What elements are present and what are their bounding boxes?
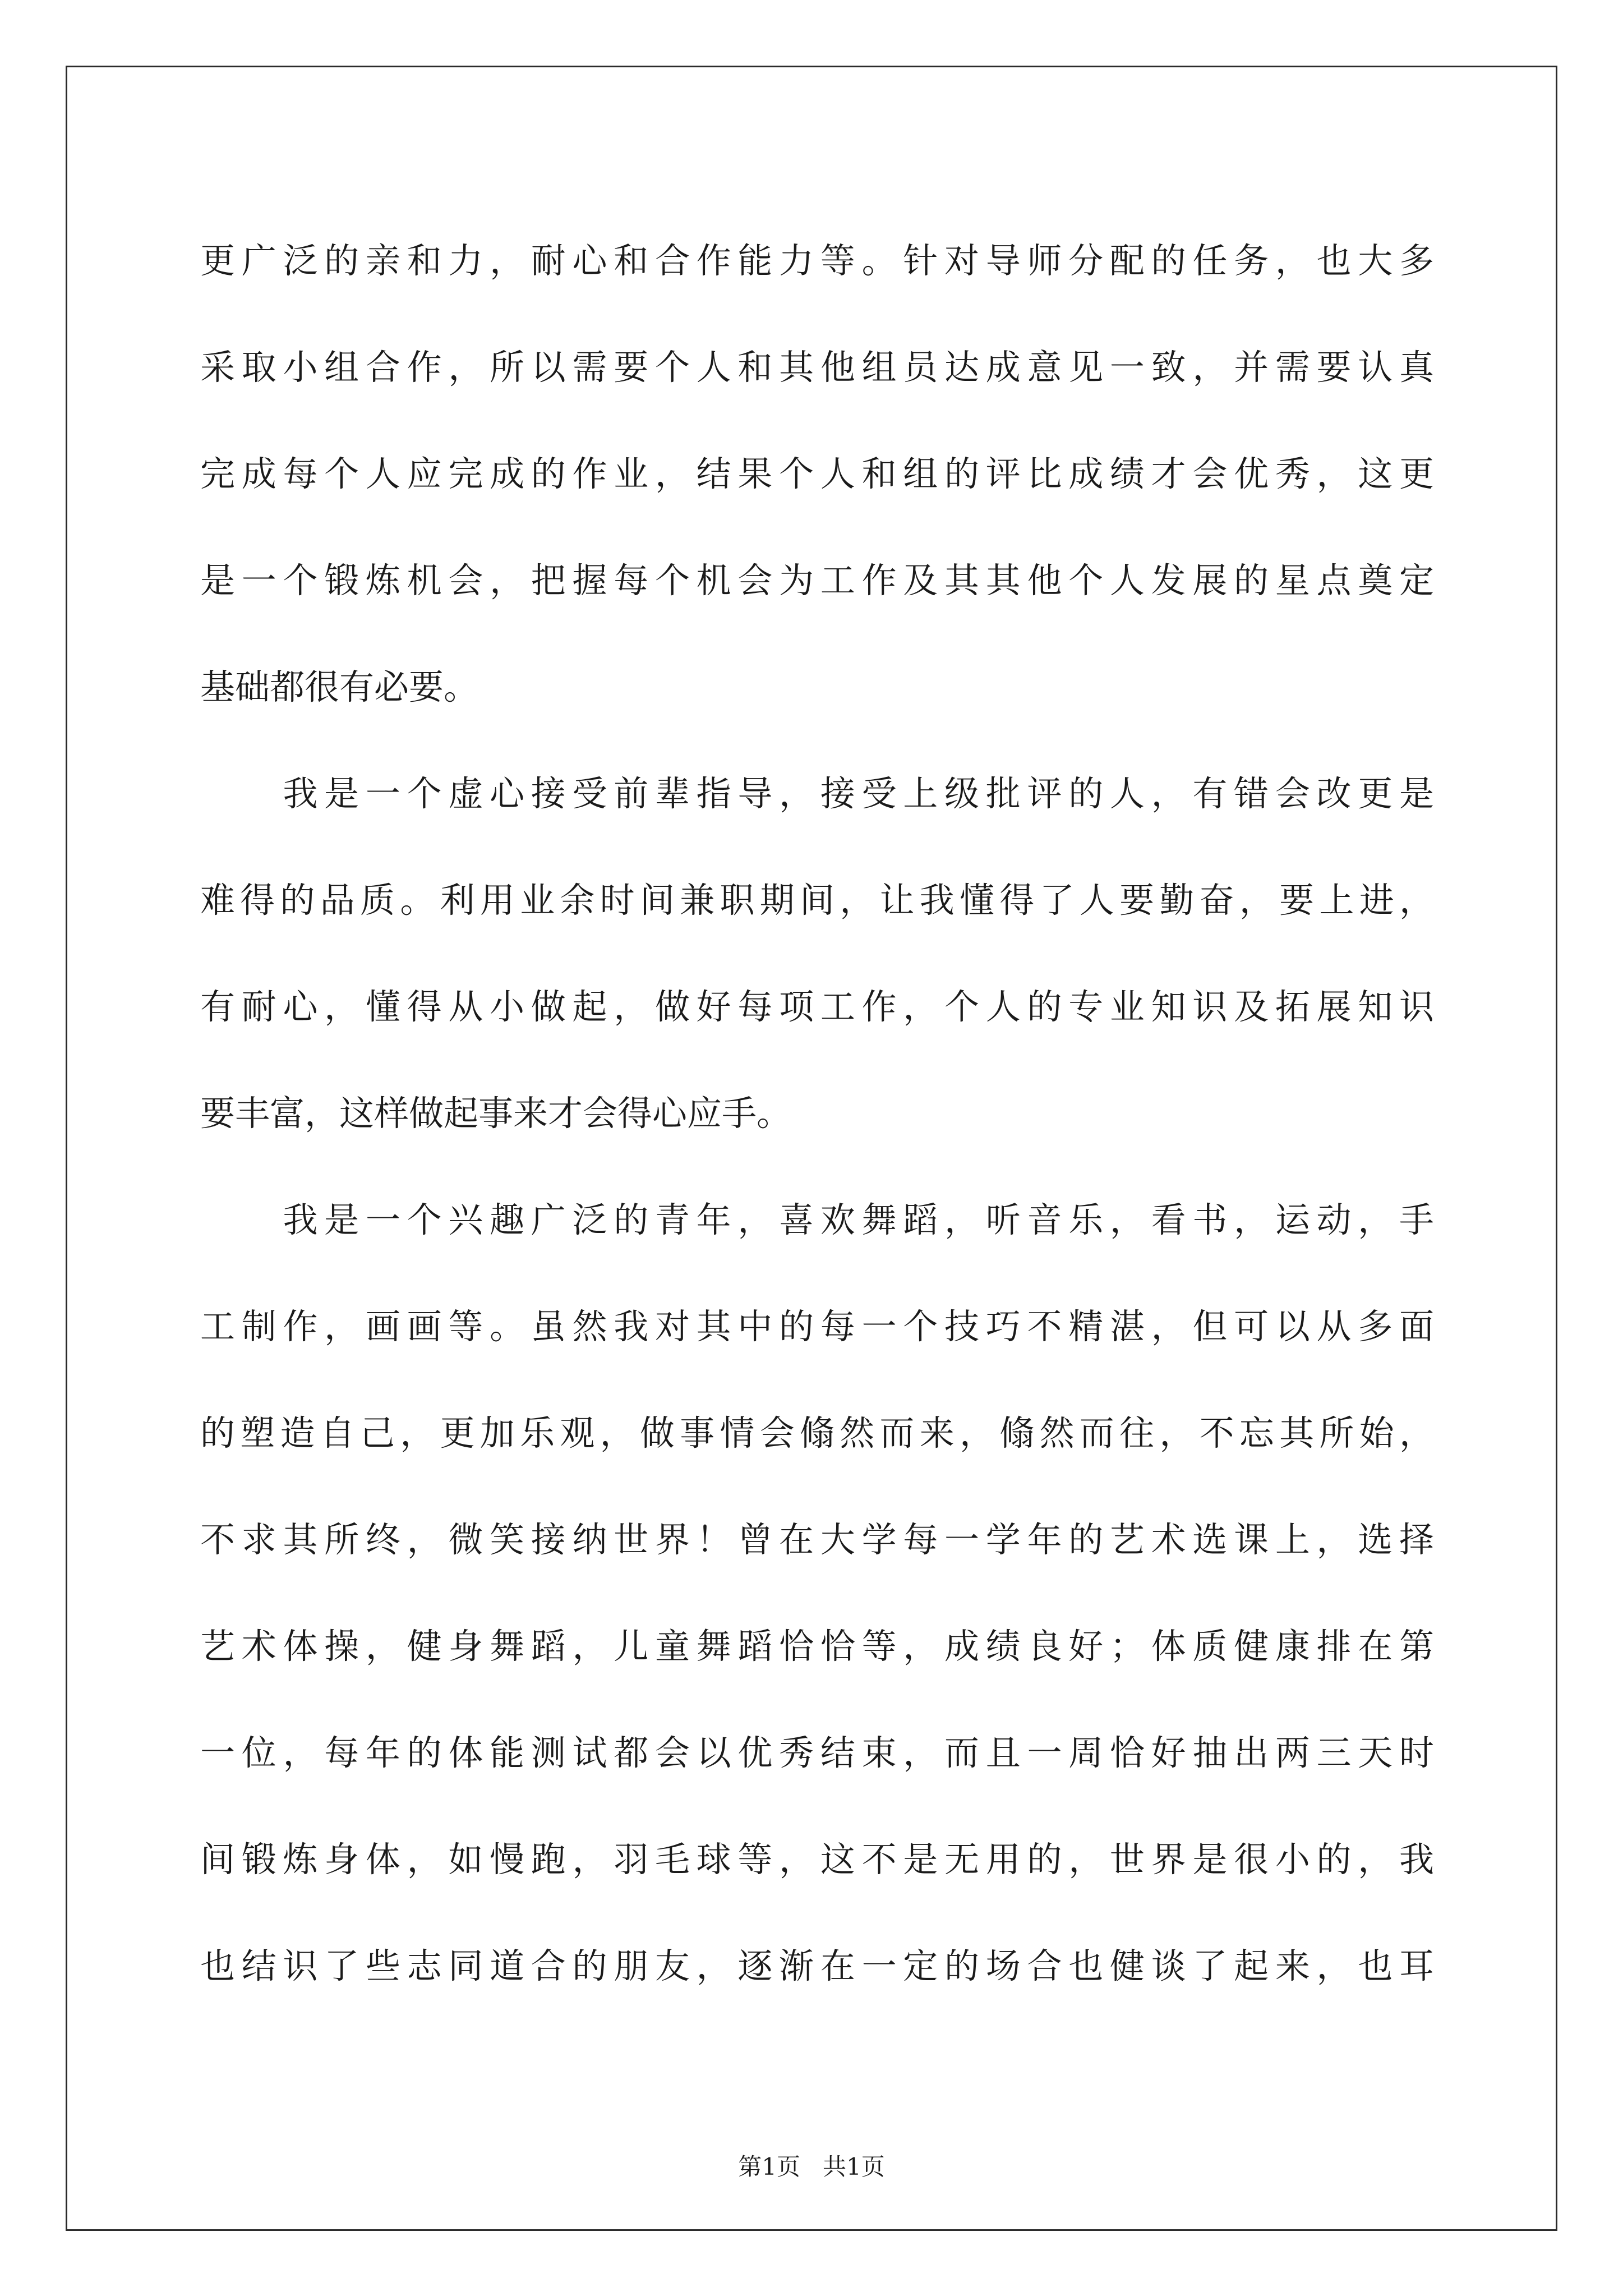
- text-line: 是一个锻炼机会，把握每个机会为工作及其其他个人发展的星点奠定: [200, 560, 1434, 601]
- text-line: 基础都很有必要。: [200, 666, 479, 707]
- text-line: 完成每个人应完成的作业，结果个人和组的评比成绩才会优秀，这更: [200, 453, 1434, 494]
- text-line: 采取小组合作，所以需要个人和其他组员达成意见一致，并需要认真: [200, 347, 1434, 388]
- text-line: 艺术体操，健身舞蹈，儿童舞蹈恰恰等，成绩良好；体质健康排在第: [200, 1626, 1434, 1667]
- text-line: 有耐心，懂得从小做起，做好每项工作，个人的专业知识及拓展知识: [200, 986, 1434, 1027]
- text-line: 一位，每年的体能测试都会以优秀结束，而且一周恰好抽出两三天时: [200, 1732, 1434, 1773]
- text-line: 我是一个兴趣广泛的青年，喜欢舞蹈，听音乐，看书，运动，手: [200, 1199, 1434, 1240]
- text-line: 间锻炼身体，如慢跑，羽毛球等，这不是无用的，世界是很小的，我: [200, 1839, 1434, 1880]
- page-number: 第1页: [738, 2153, 800, 2180]
- document-body: [200, 208, 1434, 2019]
- text-line: 更广泛的亲和力，耐心和合作能力等。针对导师分配的任务，也大多: [200, 240, 1434, 281]
- text-line: 难得的品质。利用业余时间兼职期间，让我懂得了人要勤奋，要上进，: [200, 880, 1434, 921]
- text-line: 工制作，画画等。虽然我对其中的每一个技巧不精湛，但可以从多面: [200, 1306, 1434, 1347]
- text-line: 也结识了些志同道合的朋友，逐渐在一定的场合也健谈了起来，也耳: [200, 1945, 1434, 1986]
- page-total: 共1页: [823, 2153, 885, 2180]
- text-line: 要丰富，这样做起事来才会得心应手。: [200, 1093, 792, 1134]
- text-line: 不求其所终，微笑接纳世界！曾在大学每一学年的艺术选课上，选择: [200, 1519, 1434, 1560]
- page-footer: [0, 2148, 1623, 2182]
- text-line: 的塑造自己，更加乐观，做事情会翛然而来，翛然而往，不忘其所始，: [200, 1412, 1434, 1453]
- text-line: 我是一个虚心接受前辈指导，接受上级批评的人，有错会改更是: [200, 773, 1434, 814]
